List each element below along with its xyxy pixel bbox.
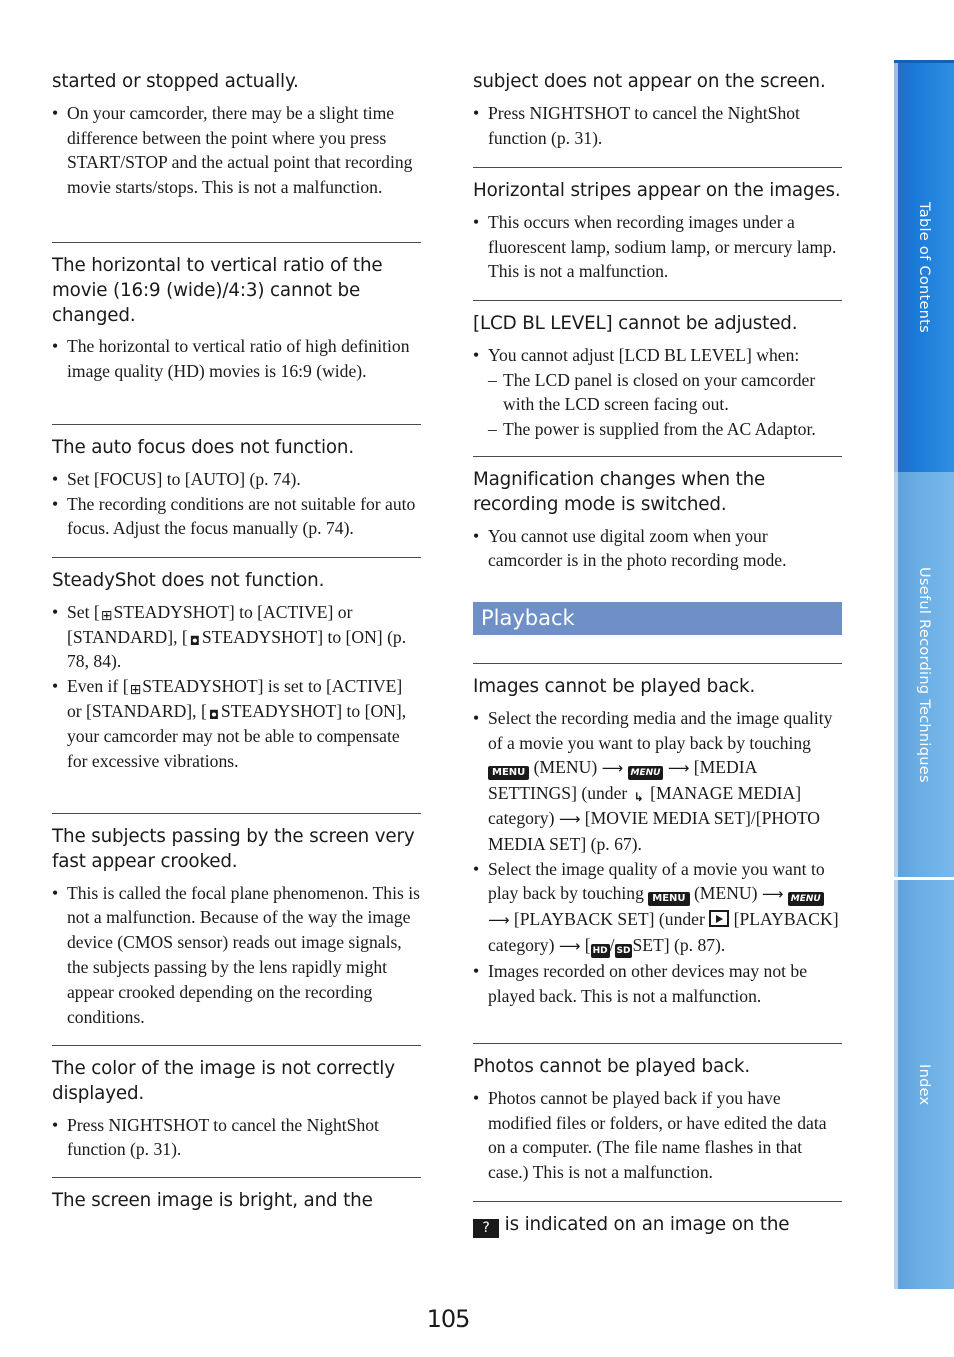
section-images-not-played: [473, 663, 842, 1008]
section-heading: [LCD BL LEVEL] cannot be adjusted.: [473, 313, 798, 334]
section-photos-not-played: [473, 1043, 842, 1185]
playback-section-header: [473, 602, 842, 635]
menu-icon: MENU: [488, 766, 529, 780]
camera-icon: ◘: [189, 633, 200, 648]
list-item: • This is called the focal plane phenomenon. This is not a malfunction. Because of the way the image device (CMOS sensor) reads out image signals, the subjects passing by the lens rapidly might appear crooked depending on the recording conditions.: [52, 881, 421, 1030]
section-question-indicator: [473, 1201, 842, 1238]
list-item: • The recording conditions are not suitable for auto focus. Adjust the focus manually (p. 74).: [52, 492, 421, 542]
section-auto-focus: [52, 424, 421, 541]
arrow-right-icon: ⟶: [488, 911, 510, 930]
section-heading: The auto focus does not function.: [52, 437, 355, 458]
section-crooked-subjects: [52, 813, 421, 1029]
arrow-right-icon: ⟶: [558, 936, 581, 955]
list-item: • Even if [⊞STEADYSHOT] is set to [ACTIVE] or [STANDARD], [ ◘ STEADYSHOT] to [ON], your camcorder may not be able to compensate for excessive vibrations.: [52, 674, 421, 773]
list-item: • Select the recording media and the image quality of a movie you want to play back by touching MENU (MENU) ⟶ MENU ⟶ [MEDIA SETTINGS] (under ↳ [MANAGE MEDIA] category) ⟶ [MOVIE MEDIA SET]/[PHOTO MEDIA SET] (p. 67).: [473, 706, 842, 857]
section-heading: The color of the image is not correctly displayed.: [52, 1058, 395, 1104]
section-bright-screen: [52, 1177, 421, 1214]
manage-media-icon: ↳: [633, 790, 644, 805]
arrow-right-icon: ⟶: [601, 759, 624, 778]
camera-icon: ◘: [208, 707, 219, 722]
arrow-right-icon: ⟶: [667, 759, 690, 778]
dash-item: – The power is supplied from the AC Adaptor.: [488, 417, 842, 442]
dash-list: [488, 368, 842, 442]
tab-table-of-contents[interactable]: [894, 60, 954, 472]
arrow-right-icon: ⟶: [558, 809, 581, 828]
sd-quality-icon: SD: [616, 945, 631, 956]
list-item: • You cannot adjust [LCD BL LEVEL] when: – The LCD panel is closed on your camcorder with the LCD screen facing out. – The power is supplied from the AC Adaptor.: [473, 343, 842, 442]
movie-film-icon: ⊞: [129, 682, 142, 699]
page-number: 105: [426, 1305, 470, 1333]
section-heading: The horizontal to vertical ratio of the movie (16:9 (wide)/4:3) cannot be changed.: [52, 255, 383, 326]
list-item: • You cannot use digital zoom when your camcorder is in the photo recording mode.: [473, 524, 842, 574]
list-item: • On your camcorder, there may be a slight time difference between the point where you press START/STOP and the actual point that recording movie starts/stops. This is not a malfunction.: [52, 101, 421, 200]
section-subject-missing: [473, 70, 842, 150]
bullet-list: [473, 524, 842, 574]
tab-useful-recording-techniques[interactable]: [894, 472, 954, 877]
section-steadyshot: [52, 557, 421, 773]
section-image-color: [52, 1045, 421, 1162]
bullet-list: [52, 600, 421, 774]
hd-quality-icon: HD: [592, 945, 608, 956]
section-start-stop: [52, 70, 421, 200]
tab-label: Index: [916, 1063, 932, 1106]
question-mark-icon: ?: [473, 1219, 499, 1238]
bullet-list: [52, 881, 421, 1030]
playback-title: Playback: [481, 606, 575, 630]
section-heading: started or stopped actually.: [52, 71, 299, 92]
bullet-list: [52, 467, 421, 541]
list-item: • Set [FOCUS] to [AUTO] (p. 74).: [52, 467, 421, 492]
playback-icon: [709, 910, 729, 927]
section-heading: The screen image is bright, and the: [52, 1190, 373, 1211]
bullet-list: [473, 343, 842, 442]
movie-film-icon: ⊞: [100, 607, 113, 624]
bullet-list: [52, 334, 421, 384]
section-heading: Images cannot be played back.: [473, 676, 756, 697]
tab-label: Table of Contents: [916, 201, 932, 333]
list-item: • Set [⊞STEADYSHOT] to [ACTIVE] or [STANDARD], [ ◘ STEADYSHOT] to [ON] (p. 78, 84).: [52, 600, 421, 674]
bullet-list: [473, 1086, 842, 1185]
list-item: • The horizontal to vertical ratio of high definition image quality (HD) movies is 16:9 (wide).: [52, 334, 421, 384]
list-item: • This occurs when recording images under a fluorescent lamp, sodium lamp, or mercury lamp. This is not a malfunction.: [473, 210, 842, 284]
section-heading: The subjects passing by the screen very fast appear crooked.: [52, 826, 415, 872]
section-aspect-ratio: [52, 242, 421, 384]
toolbox-icon: MENU: [628, 766, 664, 780]
bullet-list: [473, 101, 842, 151]
dash-item: – The LCD panel is closed on your camcorder with the LCD screen facing out.: [488, 368, 842, 418]
section-horizontal-stripes: [473, 167, 842, 284]
arrow-right-icon: ⟶: [761, 885, 784, 904]
list-item: • Press NIGHTSHOT to cancel the NightShot function (p. 31).: [473, 101, 842, 151]
bullet-list: [52, 101, 421, 200]
section-heading: ? is indicated on an image on the: [473, 1202, 842, 1238]
section-lcd-bl-level: [473, 300, 842, 442]
list-item: • Photos cannot be played back if you have modified files or folders, or have edited the data on a computer. (The file name flashes in that case.) This is not a malfunction.: [473, 1086, 842, 1185]
tab-index[interactable]: [894, 880, 954, 1289]
list-item: • Images recorded on other devices may not be played back. This is not a malfunction.: [473, 959, 842, 1009]
menu-icon: MENU: [648, 892, 689, 906]
section-heading: Photos cannot be played back.: [473, 1056, 751, 1077]
tab-label: Useful Recording Techniques: [916, 566, 932, 783]
section-heading: Horizontal stripes appear on the images.: [473, 180, 841, 201]
section-heading: subject does not appear on the screen.: [473, 71, 826, 92]
bullet-list: [473, 706, 842, 1009]
bullet-list: [52, 1113, 421, 1163]
list-item: • Select the image quality of a movie you want to play back by touching MENU (MENU) ⟶ MENU ⟶ [PLAYBACK SET] (under [PLAYBACK] category) ⟶ [ HD / SD SET] (p. 87).: [473, 857, 842, 959]
section-heading: Magnification changes when the recording mode is switched.: [473, 469, 766, 515]
toolbox-icon: MENU: [788, 892, 824, 906]
section-magnification: [473, 456, 842, 573]
list-item: • Press NIGHTSHOT to cancel the NightShot function (p. 31).: [52, 1113, 421, 1163]
bullet-list: [473, 210, 842, 284]
section-heading: SteadyShot does not function.: [52, 570, 325, 591]
